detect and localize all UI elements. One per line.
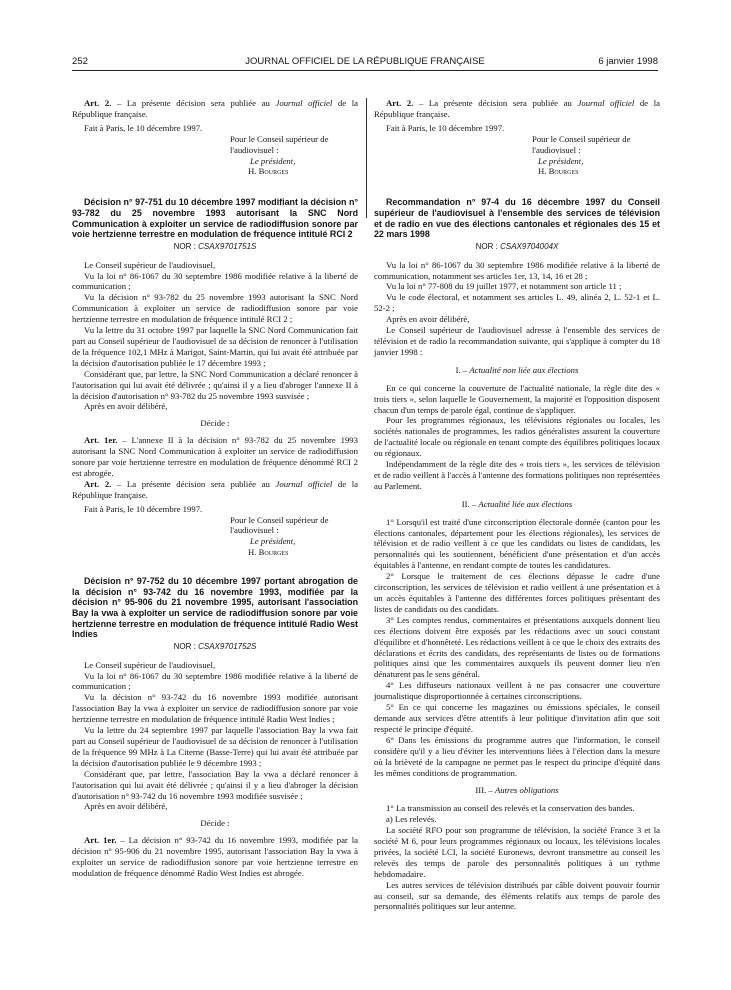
nor-reference: NOR : CSAX9701752S [173, 641, 257, 651]
article-2-paragraph: Art. 2. – La présente décision sera publiée au Journal officiel de la République française. [72, 478, 358, 500]
paragraph: Le Conseil supérieur de l'audiovisuel, [84, 259, 216, 270]
paragraph: 5° En ce qui concerne les magazines ou émissions spéciales, le conseil demande aux services d'être attentifs à leur politique d'invitation afin que soit respecté le principe d'équité. [374, 702, 660, 734]
paragraph: En ce qui concerne la couverture de l'actualité nationale, la règle dite des « trois tiers », selon laquelle le Gouvernement, la majorité et l'opposition disposent chacun d'un temps de parole égal, continue de s'appliquer. [374, 382, 660, 415]
fait-a-paris: Fait à Paris, le 10 décembre 1997. [386, 122, 505, 133]
article-2-paragraph: Art. 2. – La présente décision sera publiée au Journal officiel de la République française. [374, 98, 660, 119]
signature-name: H. Bourges [248, 166, 289, 177]
paragraph: Après en avoir délibéré, [84, 801, 168, 812]
fait-a-paris: Fait à Paris, le 10 décembre 1997. [84, 122, 203, 133]
paragraph: a) Les relevés. [386, 814, 437, 825]
paragraph: Vu la loi n° 86-1067 du 30 septembre 1986 modifiée relative à la liberté de communication ; [72, 270, 358, 292]
paragraph: Vu la lettre du 31 octobre 1997 par laquelle la SNC Nord Communication fait part au Conseil supérieur de l'audiovisuel de sa décision de renoncer à l'utilisation de la fréquence 102,1 MHz à Marigot, Saint-Martin, qui lui avait été attribuée par la décision d'autorisation publiée le 17 décembre 1993 ; [72, 325, 358, 368]
column-divider [366, 98, 367, 218]
issue-date: 6 janvier 1998 [598, 56, 658, 67]
journal-title: JOURNAL OFFICIEL DE LA RÉPUBLIQUE FRANÇAISE [245, 56, 485, 67]
signature-name: H. Bourges [248, 547, 289, 558]
paragraph: Après en avoir délibéré, [84, 401, 168, 412]
decision-752-title: Décision n° 97-752 du 10 décembre 1997 portant abrogation de la décision n° 93-742 du 16 novembre 1993, modifiée par la décision n° 95-906 du 21 novembre 1995, autorisant l'association Bay la vwa à exploiter un service de radiodiffusion sonore par voie hertzienne terrestre en modulation de fréquence intitulé Radio West Indies [72, 576, 358, 640]
nor-reference: NOR : CSAX9704004X [475, 241, 559, 251]
article-2-paragraph: Art. 2. – La présente décision sera publiée au Journal officiel de la République française. [72, 98, 358, 119]
paragraph: 1° Lorsqu'il est traité d'une circonscription électorale donnée (canton pour les élections cantonales, département pour les élections régionales), les services de télévision et de radio veillent à ce que les candidats ou listes de candidats, les personnalités qui les soutiennent, bénéficient d'une présentation et d'un accès équitables à l'antenne, en rendant compte de toutes les candidatures. [374, 516, 660, 571]
page-header [72, 56, 658, 71]
left-column [72, 98, 358, 879]
section-heading-2: II. – Actualité liée aux élections [461, 498, 573, 509]
paragraph: Vu la lettre du 24 septembre 1997 par laquelle l'association Bay la vwa fait part au Conseil supérieur de l'audiovisuel de sa décision de renoncer à l'utilisation de la fréquence 99 MHz à La Citerne (Basse-Terre) qui lui avait été attribuée par la décision d'autorisation publiée le 9 décembre 1993 ; [72, 725, 358, 768]
signature-title: Le président, [538, 155, 584, 166]
paragraph: Le Conseil supérieur de l'audiovisuel, [84, 659, 216, 670]
paragraph: Vu la loi n° 86-1067 du 30 septembre 1986 modifiée relative à la liberté de communication, notamment ses articles 1er, 13, 14, 16 et 28 ; [374, 259, 660, 281]
article-1-paragraph: Art. 1er. – L'annexe II à la décision n° 93-782 du 25 novembre 1993 autorisant la SNC Nord Communication à exploiter un service de radiodiffusion sonore par voie hertzienne terrestre en modulation de fréquence dénommé RCI 2 est abrogée. [72, 435, 358, 478]
recommendation-title: Recommandation n° 97-4 du 16 décembre 1997 du Conseil supérieur de l'audiovisuel à l'ensemble des services de télévision et de radio en vue des élections cantonales et régionales des 15 et 22 mars 1998 [374, 197, 660, 240]
signature-title: Le président, [250, 536, 296, 547]
signature-line: Pour le Conseil supérieur de l'audiovisuel : [230, 133, 329, 155]
section-heading-1: I. – Actualité non liée aux élections [455, 364, 579, 375]
paragraph: Vu la loi n° 86-1067 du 30 septembre 1986 modifiée relative à la liberté de communication ; [72, 670, 358, 692]
decision-751-title: Décision n° 97-751 du 10 décembre 1997 modifiant la décision n° 93-782 du 25 novembre 1993 autorisant la SNC Nord Communication à exploiter un service de radiodiffusion sonore par voie hertzienne terrestre en modulation de fréquence intitulé RCI 2 [72, 197, 358, 240]
decide-heading: Décide : [200, 418, 230, 429]
paragraph: 4° Les diffuseurs nationaux veillent à ne pas consacrer une couverture journalistique disproportionnée à certaines circonscriptions. [374, 680, 660, 702]
paragraph: 2° Lorsque le traitement de ces élections dépasse le cadre d'une circonscription, les services de télévision et radio veillent à une présentation et à un accès équitables à l'antenne des différentes forces politiques présentant des listes de candidats ou des candidats. [374, 571, 660, 614]
paragraph: Vu la loi n° 77-808 du 19 juillet 1977, et notamment son article 11 ; [386, 281, 622, 292]
paragraph: Après en avoir délibéré, [386, 314, 470, 325]
paragraph: La société RFO pour son programme de télévision, la société France 3 et la société M 6, pour leurs programmes régionaux ou locaux, les télévisions locales privées, la société LCI, la société Euronews, devront transmettre au conseil les relevés des temps de parole des personnalités politiques à un rythme hebdomadaire. [374, 825, 660, 879]
paragraph: 1° La transmission au conseil des relevés et la conservation des bandes. [386, 803, 635, 814]
signature-line: Pour le Conseil supérieur de l'audiovisuel : [230, 514, 329, 536]
paragraph: Considérant que, par lettre, l'association Bay la vwa a déclaré renoncer à l'autorisation qui lui avait été délivrée ; qu'ainsi il y a lieu d'abroger la décision d'autorisation n° 93-742 du 16 novembre 1993 modifiée susvisée ; [72, 768, 358, 801]
paragraph: Vu la décision n° 93-742 du 16 novembre 1993 modifiée autorisant l'association Bay la vwa à exploiter un service de radiodiffusion sonore par voie hertzienne terrestre en modulation de fréquence intitulé Radio West Indies ; [72, 692, 358, 725]
paragraph: Vu la décision n° 93-782 du 25 novembre 1993 autorisant la SNC Nord Communication à exploiter un service de radiodiffusion sonore par voie hertzienne terrestre en modulation de fréquence intitulé RCI 2 ; [72, 292, 358, 325]
paragraph: Pour les programmes régionaux, les télévisions régionales ou locales, les sociétés nationales de programmes, les radios généralistes assurent la couverture de l'actualité locale ou régionale en tenant compte des équilibres politiques locaux ou régionaux. [374, 415, 660, 459]
paragraph: 3° Les comptes rendus, commentaires et présentations auxquels donnent lieu ces élections doivent être exposés par les rédactions avec un souci constant d'équilibre et d'honnêteté. Les rédactions veillent à ce que le choix des extraits des déclarations et écrits des candidats, des représentants de listes ou de formations politiques ainsi que les commentaires auxquels ils peuvent donner lieu n'en dénaturent pas le sens général. [374, 614, 660, 680]
signature-title: Le président, [250, 155, 296, 166]
paragraph: Considérant que, par lettre, la SNC Nord Communication a déclaré renoncer à l'autorisation qui lui avait été délivrée ; qu'ainsi il y a lieu d'abroger l'annexe II à la décision d'autorisation n° 93-782 du 25 novembre 1993 susvisée ; [72, 368, 358, 401]
page-number: 252 [72, 56, 88, 67]
paragraph: 6° Dans les émissions du programme autres que l'information, le conseil considère qu'il y a lieu d'éviter les interventions liées à l'élection dans la mesure où la brièveté de la campagne ne permet pas le respect du principe d'équité dans les mêmes conditions de programmation. [374, 734, 660, 778]
fait-a-paris: Fait à Paris, le 10 décembre 1997. [84, 503, 203, 514]
article-1-paragraph: Art. 1er. – La décision n° 93-742 du 16 novembre 1993, modifiée par la décision n° 95-906 du 21 novembre 1995, autorisant l'association Bay la vwa à exploiter un service de radiodiffusion sonore par voie hertzienne terrestre en modulation de fréquence dénommé Radio West Indies est abrogée. [72, 835, 358, 878]
section-heading-3: III. – Autres obligations [475, 785, 559, 796]
nor-reference: NOR : CSAX9701751S [173, 241, 257, 251]
paragraph: Les autres services de télévision distribués par câble doivent pouvoir fournir au conseil, sur sa demande, des éléments relatifs aux temps de parole des personnalités politiques sur leur antenne. [374, 879, 660, 912]
paragraph: Vu le code électoral, et notamment ses articles L. 49, alinéa 2, L. 52-1 et L. 52-2 ; [374, 292, 660, 314]
signature-line: Pour le Conseil supérieur de l'audiovisuel : [532, 133, 631, 155]
right-column [374, 98, 660, 912]
decide-heading: Décide : [200, 818, 230, 829]
paragraph: Le Conseil supérieur de l'audiovisuel adresse à l'ensemble des services de télévision et de radio la recommandation suivante, qui s'applique à compter du 18 janvier 1998 : [374, 325, 660, 357]
signature-name: H. Bourges [538, 166, 579, 177]
paragraph: Indépendamment de la règle dite des « trois tiers », les services de télévision et de radio veillent à l'accès à l'antenne des formations politiques non représentées au Parlement. [374, 459, 660, 491]
